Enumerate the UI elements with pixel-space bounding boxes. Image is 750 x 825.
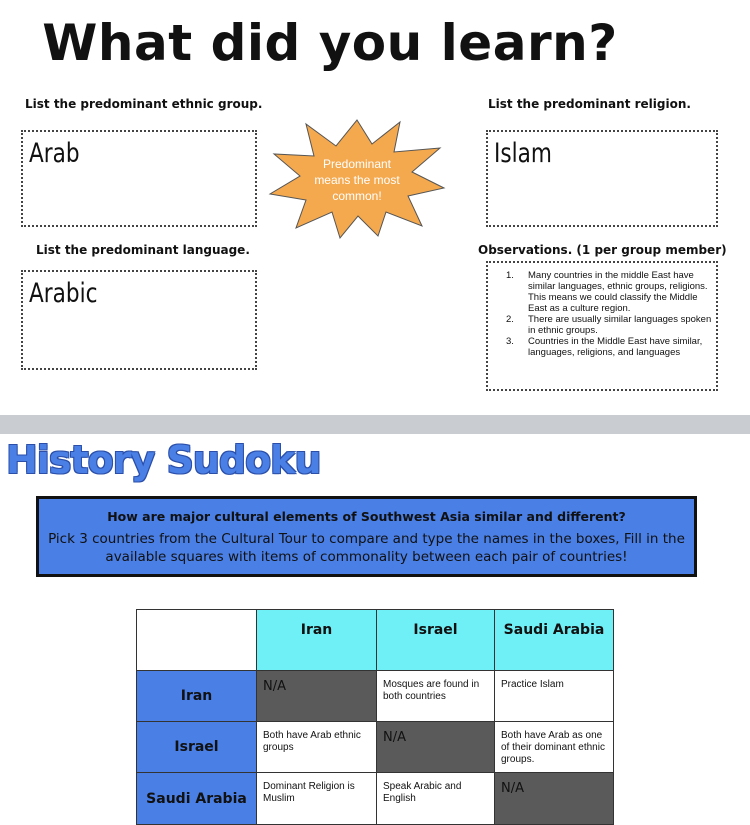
grid-cell[interactable]: Both have Arab ethnic groups [257,722,377,773]
grid-cell[interactable]: Both have Arab as one of their dominant ethnic groups. [495,722,614,773]
religion-label: List the predominant religion. [488,97,691,111]
ethnic-group-label: List the predominant ethnic group. [25,97,263,111]
row-header-iran[interactable]: Iran [137,671,257,722]
question-box [36,496,697,577]
page-title: What did you learn? [42,14,618,72]
starburst-text: Predominant means the most common! [314,157,400,203]
observations-label: Observations. (1 per group member) [478,243,727,257]
ethnic-group-answer: Arab [29,138,80,169]
grid-cell[interactable]: Mosques are found in both countries [377,671,495,722]
sudoku-instructions: Pick 3 countries from the Cultural Tour to compare and type the names in the boxes, Fill in the available squares with items of commonality between each pair of countries! [48,531,685,565]
grid-cell-na: N/A [495,773,614,825]
grid-row-saudi-arabia [137,773,614,825]
grid-cell[interactable]: Dominant Religion is Muslim [257,773,377,825]
row-header-saudi-arabia[interactable]: Saudi Arabia [137,773,257,825]
language-answer: Arabic [29,278,98,309]
sudoku-grid [136,609,614,825]
language-answer-box[interactable] [21,270,257,370]
grid-cell[interactable]: Speak Arabic and English [377,773,495,825]
column-header-iran[interactable]: Iran [257,610,377,671]
column-header-saudi-arabia[interactable]: Saudi Arabia [495,610,614,671]
section-divider [0,415,750,434]
grid-cell[interactable]: Practice Islam [495,671,614,722]
grid-row-iran [137,671,614,722]
grid-corner-cell [137,610,257,671]
grid-row-israel [137,722,614,773]
ethnic-group-answer-box[interactable] [21,130,257,227]
column-header-israel[interactable]: Israel [377,610,495,671]
grid-cell-na: N/A [257,671,377,722]
grid-cell-na: N/A [377,722,495,773]
observations-box[interactable] [486,261,718,391]
row-header-israel[interactable]: Israel [137,722,257,773]
religion-answer: Islam [494,138,552,169]
sudoku-question: How are major cultural elements of Southwest Asia similar and different? [107,509,626,524]
observation-item: 3. Countries in the Middle East have similar, languages, religions, and languages [506,336,703,358]
observation-item: 1. Many countries in the middle East have similar languages, ethnic groups, religions. This means we could classify the Middle East as a culture region. [506,270,708,314]
sudoku-title: History Sudoku [6,438,321,482]
observations-list [488,270,716,358]
observation-item: 2. There are usually similar languages spoken in ethnic groups. [506,314,712,336]
language-label: List the predominant language. [36,243,250,257]
religion-answer-box[interactable] [486,130,718,227]
grid-header-row [137,610,614,671]
